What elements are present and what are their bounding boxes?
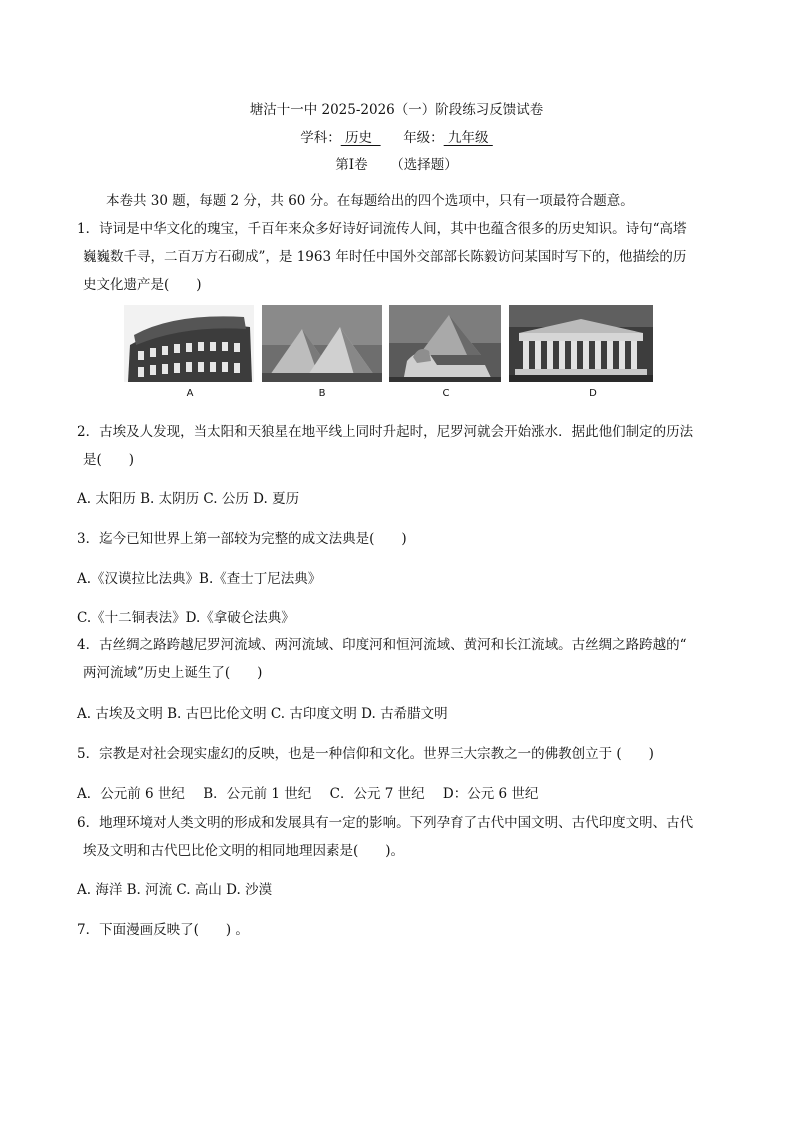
q5-option-d: D：公元 6 世纪: [442, 786, 539, 802]
q2-line1: 2．古埃及人发现，当太阳和天狼星在地平线上同时升起时，尼罗河就会开始涨水．据此他们制定的历法: [77, 424, 694, 440]
q2-options: A. 太阳历 B. 太阴历 C. 公历 D. 夏历: [77, 491, 300, 507]
q1-line1: 1．诗词是中华文化的瑰宝，千百年来众多好诗好词流传人间，其中也蕴含很多的历史知识。诗句“高塔: [77, 221, 687, 237]
image-label-b: B: [318, 388, 326, 399]
exam-title: 塘沽十一中 2025-2026（一）阶段练习反馈试卷: [249, 102, 544, 118]
section-label: 第Ⅰ卷: [335, 157, 368, 173]
q3-options-2: C.《十二铜表法》D.《拿破仑法典》: [77, 610, 295, 626]
instructions: 本卷共 30 题，每题 2 分，共 60 分。在每题给出的四个选项中，只有一项最符合题意。: [106, 193, 634, 209]
grade-value: 九年级: [447, 130, 489, 146]
q3-options-1: A.《汉谟拉比法典》B.《查士丁尼法典》: [77, 571, 322, 587]
q7-line1: 7．下面漫画反映了( ) 。: [77, 922, 249, 938]
q5-options: [77, 782, 538, 802]
q6-line2: 埃及文明和古代巴比伦文明的相同地理因素是( )。: [83, 843, 405, 859]
pyramids-photo: [262, 305, 382, 382]
subject-grade-line: [0, 126, 793, 146]
q5-option-a: A．公元前 6 世纪: [77, 786, 185, 802]
q5-line1: 5．宗教是对社会现实虚幻的反映，也是一种信仰和文化。世界三大宗教之一的佛教创立于 ( ): [77, 746, 654, 762]
image-label-c: C: [442, 388, 450, 399]
image-label-a: A: [186, 388, 194, 399]
q6-line1: 6．地理环境对人类文明的形成和发展具有一定的影响。下列孕育了古代中国文明、古代印度文明、古代: [77, 815, 694, 831]
sphinx-photo: [389, 305, 501, 382]
q5-option-c: C．公元 7 世纪: [329, 786, 425, 802]
q1-line2: 巍巍数千寻，二百万方石砌成”，是 1963 年时任中国外交部部长陈毅访问某国时写下的，他描绘的历: [83, 249, 687, 265]
q3-line1: 3．迄今已知世界上第一部较为完整的成文法典是( ): [77, 531, 407, 547]
subject-label: 学科：: [300, 130, 341, 146]
q5-option-b: B．公元前 1 世纪: [203, 786, 312, 802]
q4-line1: 4．古丝绸之路跨越尼罗河流域、两河流域、印度河和恒河流域、黄河和长江流域。古丝绸之路跨越的“: [77, 637, 687, 653]
section-note: （选择题）: [390, 157, 458, 173]
q2-line2: 是( ): [83, 452, 135, 468]
parthenon-photo: [509, 305, 653, 382]
subject-value: 历史: [345, 130, 372, 146]
q4-line2: 两河流域”历史上诞生了( ): [83, 665, 263, 681]
q1-line3: 史文化遗产是( ): [83, 277, 202, 293]
section-heading: [0, 153, 793, 173]
image-label-d: D: [589, 388, 597, 399]
q6-options: A. 海洋 B. 河流 C. 高山 D. 沙漠: [77, 882, 273, 898]
q4-options: A. 古埃及文明 B. 古巴比伦文明 C. 古印度文明 D. 古希腊文明: [77, 706, 448, 722]
colosseum-photo: [124, 305, 254, 382]
grade-label: 年级：: [403, 130, 444, 146]
